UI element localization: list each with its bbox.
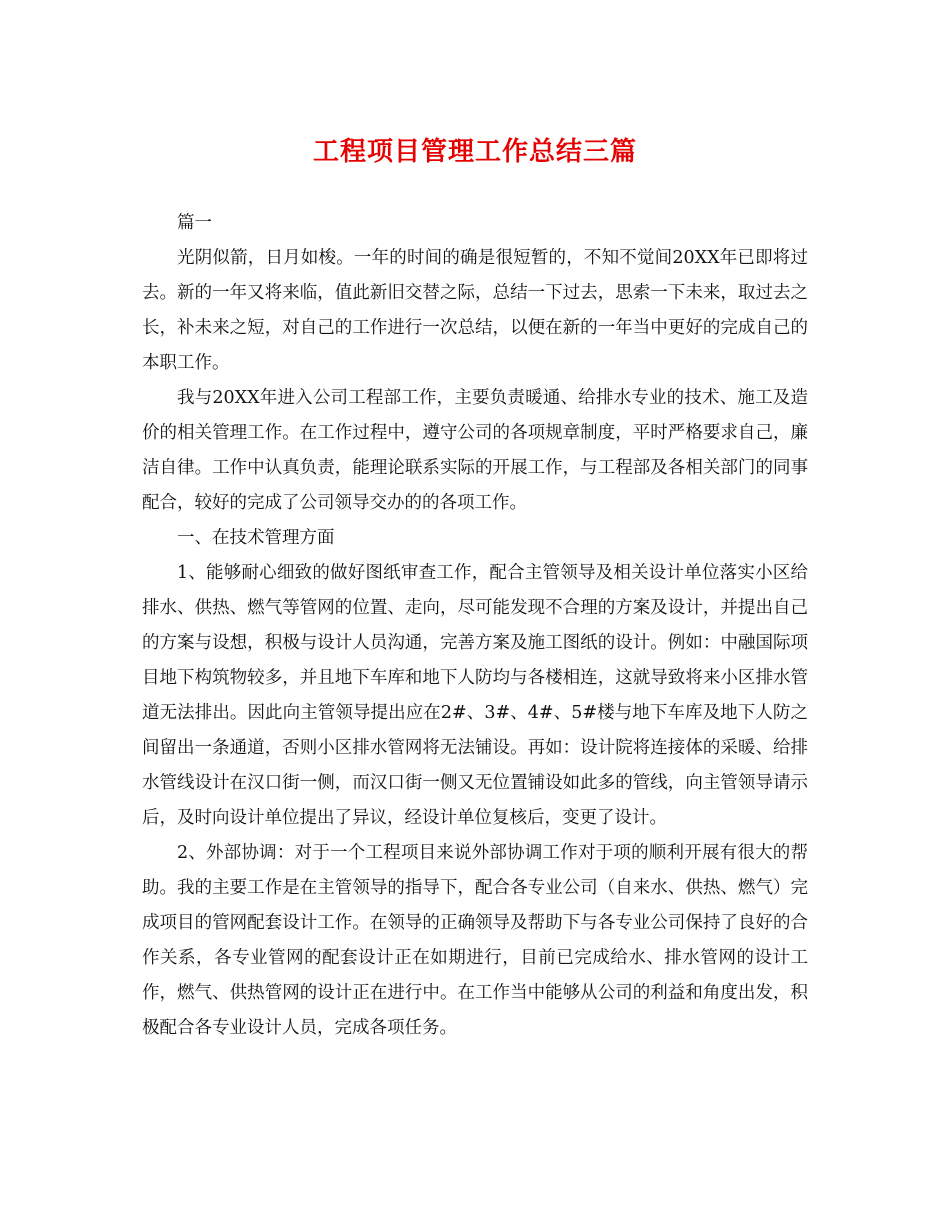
paragraph: 2、外部协调：对于一个工程项目来说外部协调工作对于项的顺利开展有很大的帮助。我的主要工作是在主管领导的指导下，配合各专业公司（自来水、供热、燃气）完成项目的管网配套设计工作。在领导的正确领导及帮助下与各专业公司保持了良好的合作关系，各专业管网的配套设计正在如期进行，目前已完成给水、排水管网的设计工作，燃气、供热管网的设计正在进行中。在工作当中能够从公司的利益和角度出发，积极配合各专业设计人员，完成各项任务。 [142, 843, 808, 1038]
paragraph: 1、能够耐心细致的做好图纸审查工作，配合主管领导及相关设计单位落实小区给排水、供热、燃气等管网的位置、走向，尽可能发现不合理的方案及设计，并提出自己的方案与设想，积极与设计人员沟通，完善方案及施工图纸的设计。例如：中融国际项目地下构筑物较多，并且地下车库和地下人防均与各楼相连，这就导致将来小区排水管道无法排出。因此向主管领导提出应在2#、3#、4#、5#楼与地下车库及地下人防之间留出一条通道，否则小区排水管网将无法铺设。再如：设计院将连接体的采暖、给排水管线设计在汉口街一侧，而汉口街一侧又无位置铺设如此多的管线，向主管领导请示后，及时向设计单位提出了异议，经设计单位复核后，变更了设计。 [142, 563, 808, 828]
paragraph-heading: 一、在技术管理方面 [177, 528, 335, 548]
paragraph-section-label: 篇一 [177, 213, 212, 233]
paragraph: 我与20XX年进入公司工程部工作，主要负责暖通、给排水专业的技术、施工及造价的相关管理工作。在工作过程中，遵守公司的各项规章制度，平时严格要求自己，廉洁自律。工作中认真负责，能理论联系实际的开展工作，与工程部及各相关部门的同事配合，较好的完成了公司领导交办的的各项工作。 [142, 388, 808, 513]
paragraph: 光阴似箭，日月如梭。一年的时间的确是很短暂的，不知不觉间20XX年已即将过去。新的一年又将来临，值此新旧交替之际，总结一下过去，思索一下未来，取过去之长，补未来之短，对自己的工作进行一次总结，以便在新的一年当中更好的完成自己的本职工作。 [142, 248, 808, 373]
document-title: 工程项目管理工作总结三篇 [312, 137, 637, 167]
document-body [142, 206, 808, 1046]
